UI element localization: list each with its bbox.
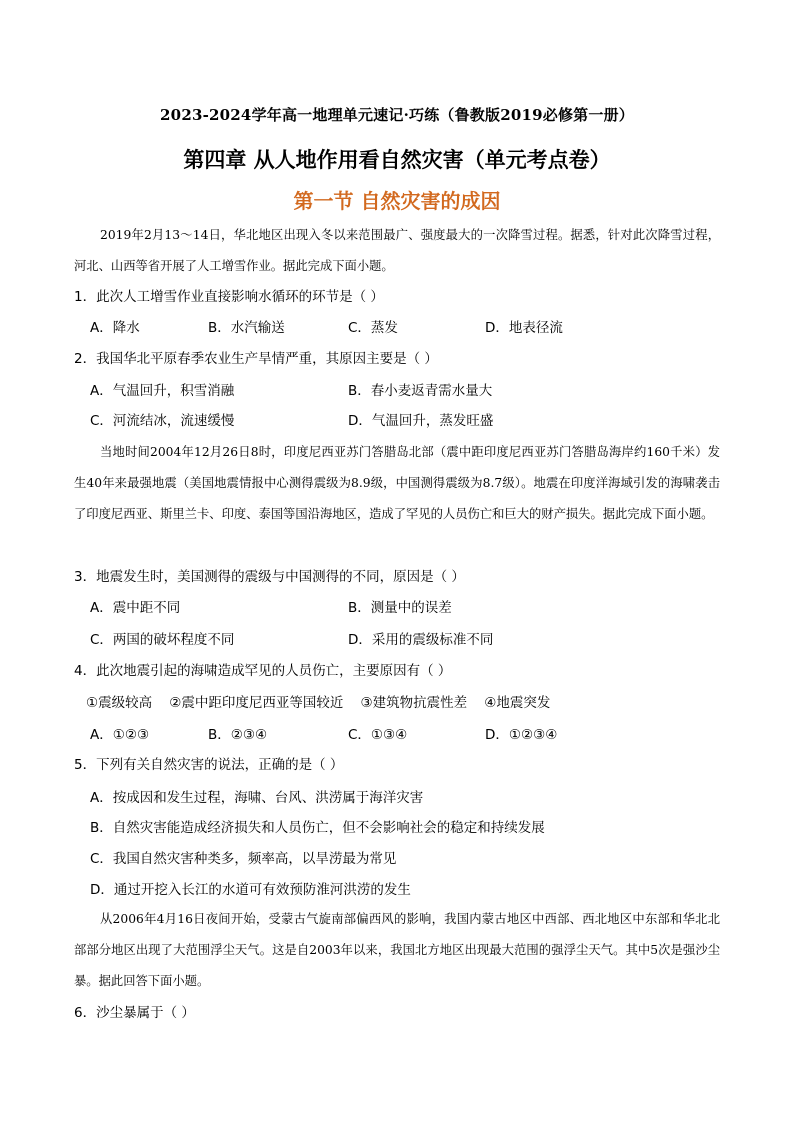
passage-1: 2019年2月13～14日，华北地区出现入冬以来范围最广、强度最大的一次降雪过程。据悉，针对此次降雪过程，河北、山西等省开展了人工增雪作业。据此完成下面小题。 xyxy=(74,228,720,273)
question-3-option-c[interactable]: C．两国的破坏程度不同 xyxy=(90,632,235,648)
question-2-option-b[interactable]: B．春小麦返青需水量大 xyxy=(348,383,493,399)
question-2-stem: 2．我国华北平原春季农业生产旱情严重，其原因主要是（ ） xyxy=(74,351,438,367)
question-4-option-a[interactable]: A．①②③ xyxy=(90,727,150,743)
question-1-stem: 1．此次人工增雪作业直接影响水循环的环节是（ ） xyxy=(74,289,384,305)
question-2-option-a[interactable]: A．气温回升，积雪消融 xyxy=(90,383,235,399)
section-title: 第一节 自然灾害的成因 xyxy=(293,189,501,213)
question-5-option-a[interactable]: A．按成因和发生过程，海啸、台风、洪涝属于海洋灾害 xyxy=(90,790,424,806)
question-4-option-d[interactable]: D．①②③④ xyxy=(485,727,558,743)
question-1-option-c[interactable]: C．蒸发 xyxy=(348,320,398,336)
question-3-option-b[interactable]: B．测量中的误差 xyxy=(348,600,452,616)
chapter-title: 第四章 从人地作用看自然灾害（单元考点卷） xyxy=(183,147,611,172)
question-4-option-b[interactable]: B．②③④ xyxy=(208,727,268,743)
question-1-option-d[interactable]: D．地表径流 xyxy=(485,320,563,336)
passage-3: 从2006年4月16日夜间开始，受蒙古气旋南部偏西风的影响，我国内蒙古地区中西部、西北地区中东部和华北北部部分地区出现了大范围浮尘天气。这是自2003年以来，我国北方地区出现最大范围的强浮尘天气。其中5次是强沙尘暴。据此回答下面小题。 xyxy=(74,912,720,988)
question-1-option-a[interactable]: A．降水 xyxy=(90,320,140,336)
question-4-option-c[interactable]: C．①③④ xyxy=(348,727,408,743)
question-3-stem: 3．地震发生时，美国测得的震级与中国测得的不同，原因是（ ） xyxy=(74,569,465,585)
question-4-statements: ①震级较高 ②震中距印度尼西亚等国较近 ③建筑物抗震性差 ④地震突发 xyxy=(86,695,551,711)
series-title: 2023-2024学年高一地理单元速记·巧练（鲁教版2019必修第一册） xyxy=(160,106,634,124)
question-4-stem: 4．此次地震引起的海啸造成罕见的人员伤亡，主要原因有（ ） xyxy=(74,663,452,679)
question-5-option-d[interactable]: D．通过开挖入长江的水道可有效预防淮河洪涝的发生 xyxy=(90,882,411,898)
question-5-option-c[interactable]: C．我国自然灾害种类多，频率高，以旱涝最为常见 xyxy=(90,851,397,867)
question-2-option-c[interactable]: C．河流结冰，流速缓慢 xyxy=(90,413,235,429)
question-1-option-b[interactable]: B．水汽输送 xyxy=(208,320,285,336)
question-6-stem: 6．沙尘暴属于（ ） xyxy=(74,1005,195,1021)
question-5-stem: 5．下列有关自然灾害的说法，正确的是（ ） xyxy=(74,757,344,773)
question-3-option-a[interactable]: A．震中距不同 xyxy=(90,600,181,616)
passage-2: 当地时间2004年12月26日8时，印度尼西亚苏门答腊岛北部（震中距印度尼西亚苏门答腊岛海岸约160千米）发生40年来最强地震（美国地震情报中心测得震级为8.9级，中国测得震级为8.7级）。地震在印度洋海域引发的海啸袭击了印度尼西亚、斯里兰卡、印度、泰国等国沿海地区，造成了罕见的人员伤亡和巨大的财产损失。据此完成下面小题。 xyxy=(74,445,720,521)
question-3-option-d[interactable]: D．采用的震级标准不同 xyxy=(348,632,494,648)
question-5-option-b[interactable]: B．自然灾害能造成经济损失和人员伤亡，但不会影响社会的稳定和持续发展 xyxy=(90,820,545,836)
question-2-option-d[interactable]: D．气温回升，蒸发旺盛 xyxy=(348,413,494,429)
